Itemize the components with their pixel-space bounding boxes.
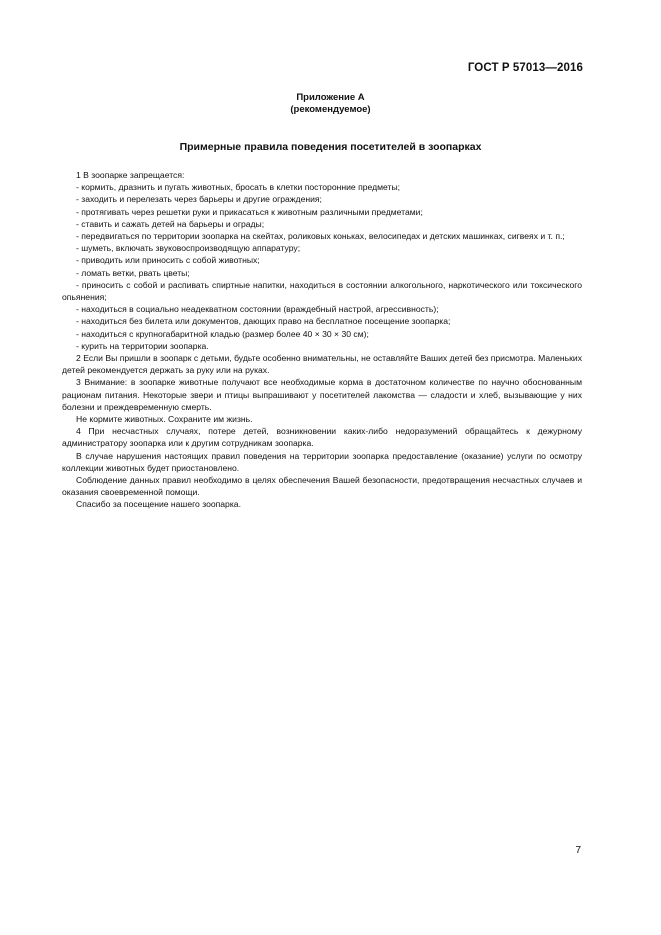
list-item: - заходить и перелезать через барьеры и другие ограждения; xyxy=(76,194,322,205)
list-item: - передвигаться по территории зоопарка на скейтах, роликовых коньках, велосипедах и детских машинках, сигвеях и т. п.; xyxy=(76,231,565,242)
list-item: - курить на территории зоопарка. xyxy=(76,340,209,351)
list-item: - приносить с собой и распивать спиртные напитки, находиться в состоянии алкогольного, наркотического или токсического опьянения; xyxy=(62,279,582,303)
appendix-label: Приложение А xyxy=(296,92,365,103)
document-code: ГОСТ Р 57013—2016 xyxy=(467,62,583,74)
paragraph: Спасибо за посещение нашего зоопарка. xyxy=(76,499,241,510)
paragraph: 2 Если Вы пришли в зоопарк с детьми, будьте особенно внимательны, не оставляйте Ваших детей без присмотра. Маленьких детей рекомендуется держать за руку или на руках. xyxy=(62,353,582,376)
body-text xyxy=(62,169,582,511)
paragraph: Соблюдение данных правил необходимо в целях обеспечения Вашей безопасности, предотвращения несчастных случаев и оказания своевременной помощи. xyxy=(62,475,582,498)
document-title: Примерные правила поведения посетителей в зоопарках xyxy=(179,141,482,153)
list-item: - шуметь, включать звуковоспроизводящую аппаратуру; xyxy=(76,243,301,254)
paragraph: В случае нарушения настоящих правил поведения на территории зоопарка предоставление (оказание) услуги по осмотру коллекции животных будет приостановлено. xyxy=(62,450,582,473)
list-item: - находиться с крупногабаритной кладью (размер более 40 × 30 × 30 см); xyxy=(76,328,369,339)
list-item: - кормить, дразнить и пугать животных, бросать в клетки посторонние предметы; xyxy=(76,182,401,193)
list-item: - протягивать через решетки руки и прикасаться к животным различными предметами; xyxy=(76,206,423,217)
list-item: - находиться в социально неадекватном состоянии (враждебный настрой, агрессивность); xyxy=(76,304,439,315)
list-item: - приводить или приносить с собой животных; xyxy=(76,255,260,266)
paragraph: 4 При несчастных случаях, потере детей, возникновении каких-либо недоразумений обращайтесь к дежурному администратору зоопарка или к другим сотрудникам зоопарка. xyxy=(62,426,582,449)
paragraph: 3 Внимание: в зоопарке животные получают все необходимые корма в достаточном количестве по научно обоснованным рационам питания. Некоторые звери и птицы выпрашивают у посетителей лакомства — сладости и хлеб, вызывающие у них болезни и преждевременную смерть. xyxy=(62,377,582,412)
list-item: - находиться без билета или документов, дающих право на бесплатное посещение зоопарка; xyxy=(76,316,451,327)
paragraph: 1 В зоопарке запрещается: xyxy=(76,170,185,180)
paragraph: Не кормите животных. Сохраните им жизнь. xyxy=(76,414,253,425)
page-number: 7 xyxy=(575,845,581,856)
appendix-heading xyxy=(0,92,661,116)
list-item: - ставить и сажать детей на барьеры и ограды; xyxy=(76,218,265,229)
appendix-type: (рекомендуемое) xyxy=(290,104,371,115)
list-item: - ломать ветки, рвать цветы; xyxy=(76,267,190,278)
